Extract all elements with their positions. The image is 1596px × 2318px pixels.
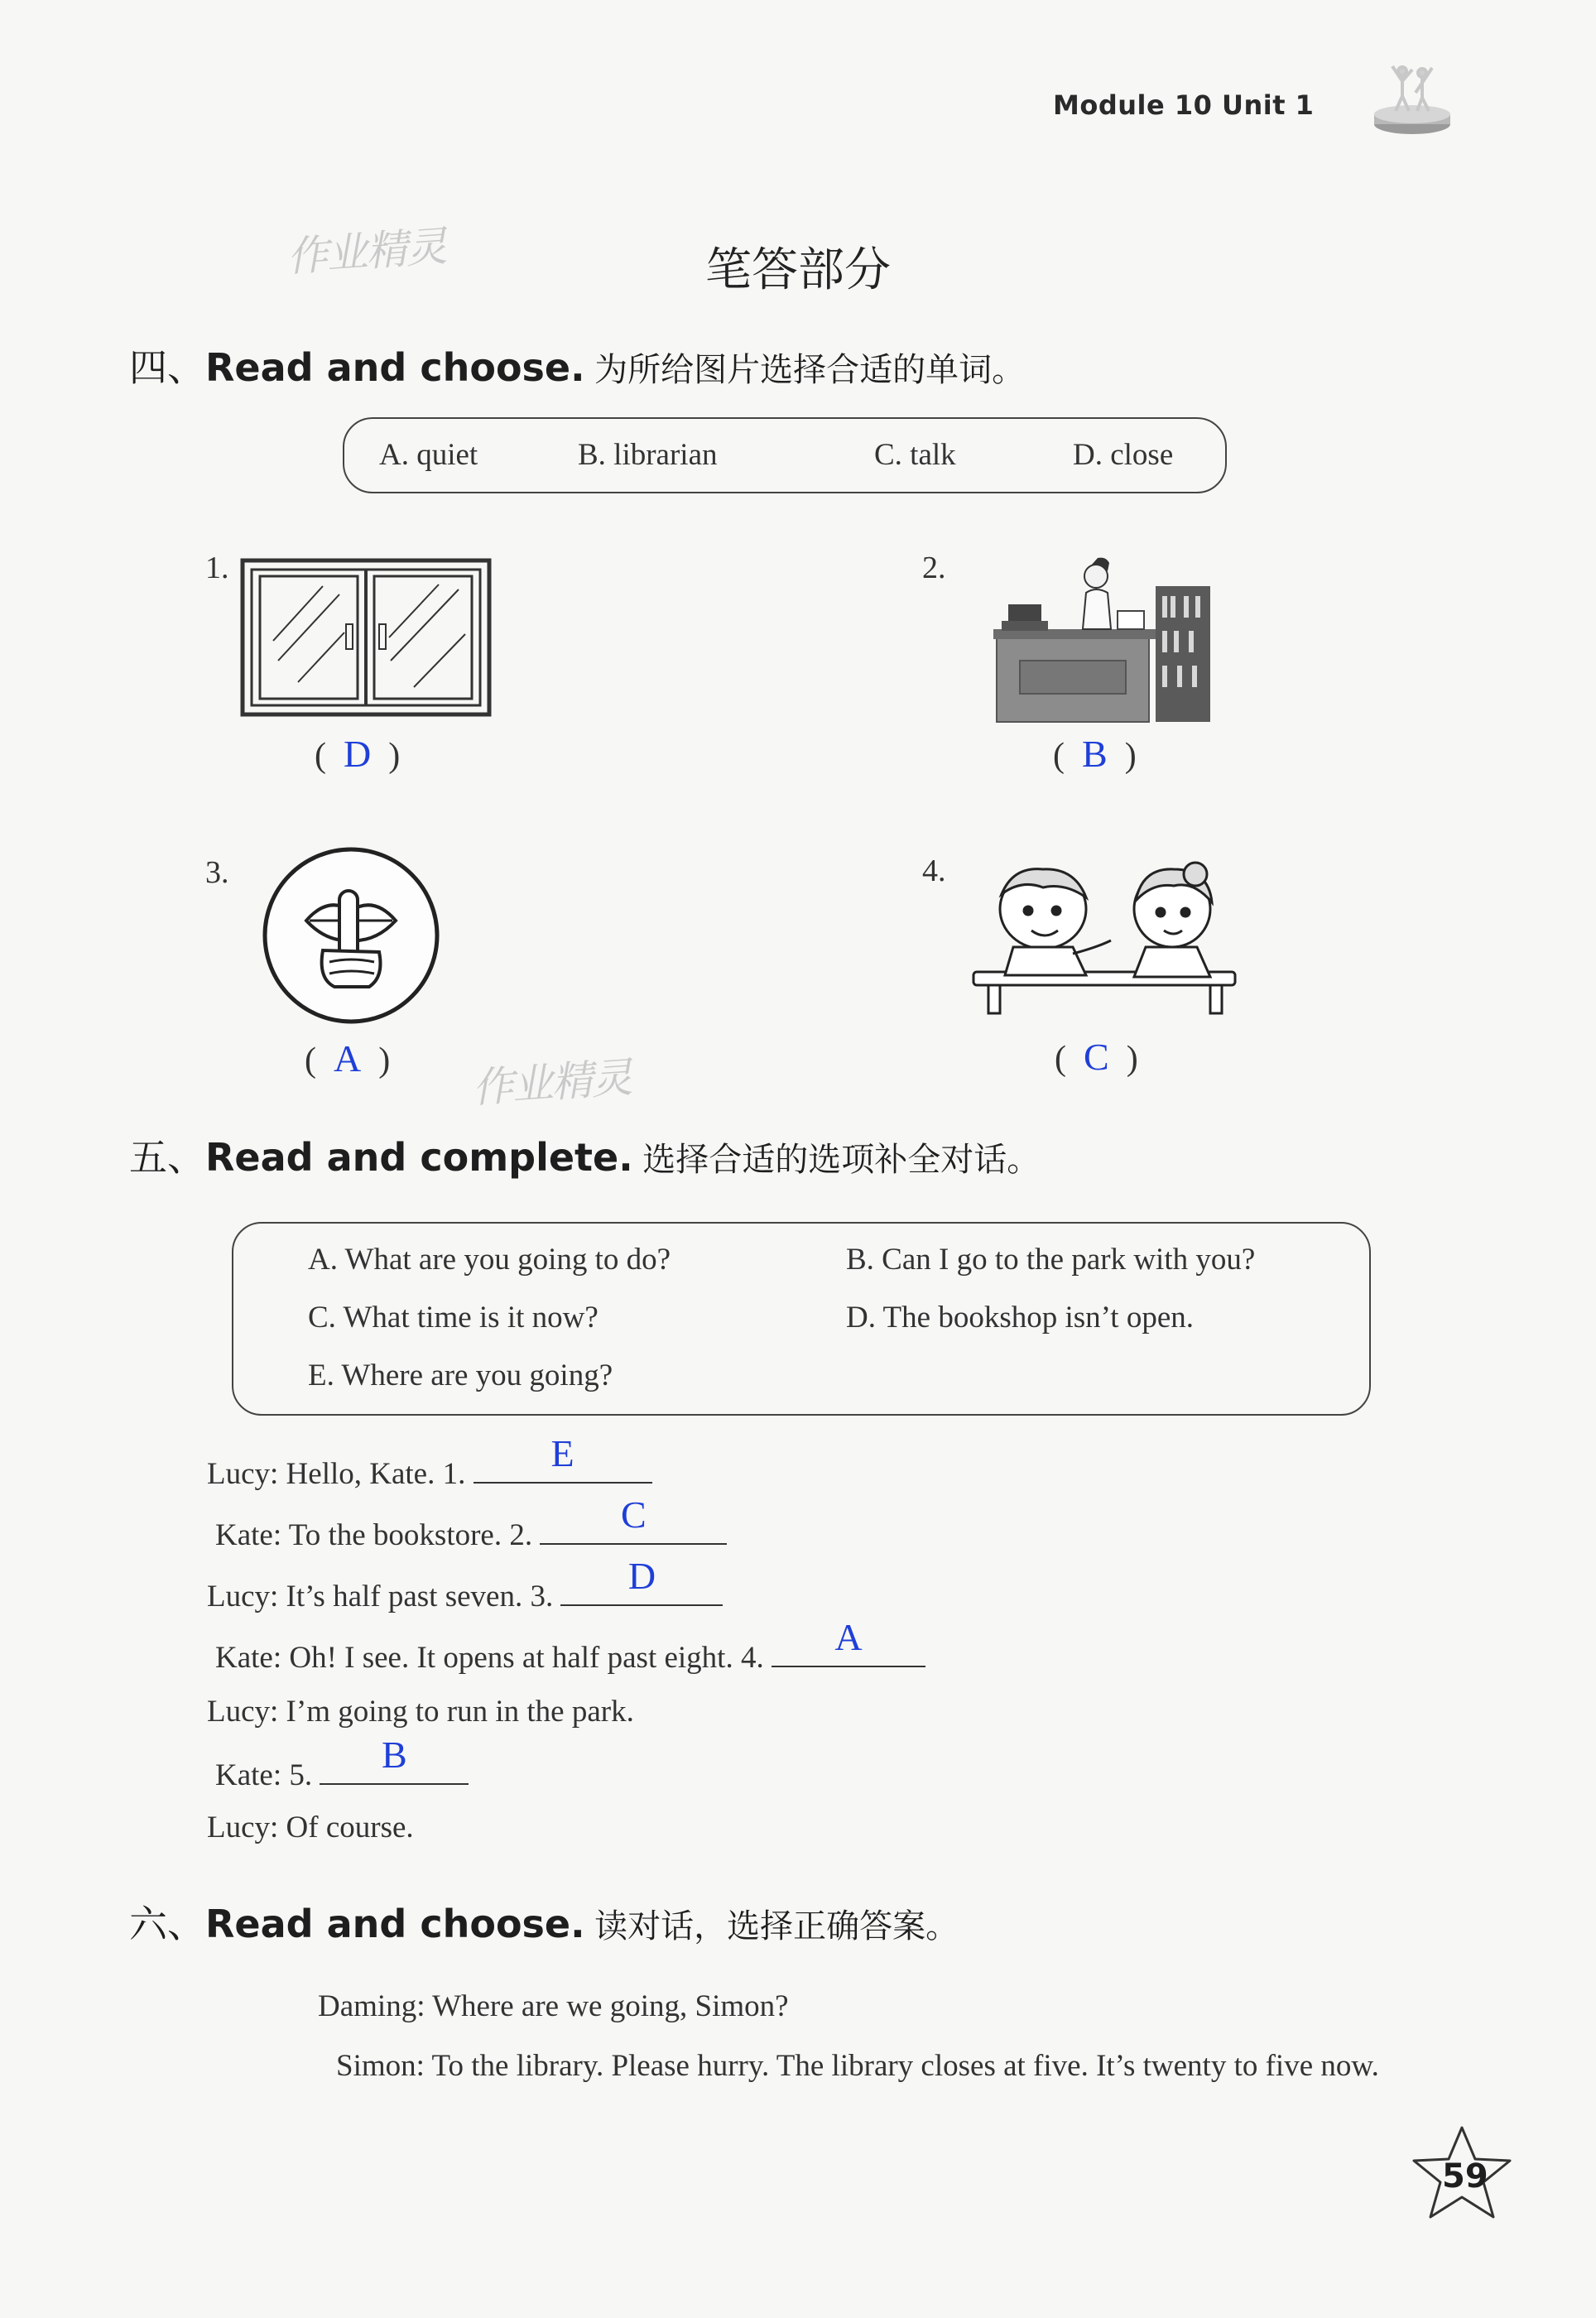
answer-paren-2: ( B ) [1053,733,1137,775]
dialogue-line [207,1810,414,1845]
section-title-zh: 为所给图片选择合适的单词。 [594,351,1026,389]
option-b: B. librarian [578,438,718,472]
item-number: 2. [922,551,946,585]
answer-blank [540,1493,727,1545]
section-title-en: Read and complete. [205,1135,633,1180]
children-talking-icon [965,861,1247,1018]
answer-paren-1: ( D ) [315,733,401,775]
item-number: 4. [922,854,946,888]
answer: D [344,733,372,775]
librarian-desk-icon [993,556,1217,725]
answer-blank [320,1734,469,1785]
page-number: 59 [1442,2157,1488,2195]
dialogue-text: Kate: Oh! I see. It opens at half past eight. 4. [215,1641,764,1675]
dialogue-text: Kate: 5. [215,1758,313,1792]
option-b: B. Can I go to the park with you? [846,1243,1256,1277]
dialogue-line [207,1555,723,1614]
dialogue-line [215,1493,727,1553]
section-title-en: Read and choose. [205,345,585,390]
dancers-logo-icon [1371,60,1454,139]
answer-paren-3: ( A ) [305,1037,391,1080]
reading-line: Simon: To the library. Please hurry. The library closes at five. It’s twenty to five now. [336,2049,1379,2083]
dialogue-text: Lucy: I’m going to run in the park. [207,1695,634,1729]
dialogue-text: Kate: To the bookstore. 2. [215,1518,533,1552]
answer: B [382,1734,407,1776]
section-number: 六、 [129,1902,205,1946]
dialogue-text: Lucy: It’s half past seven. 3. [207,1580,554,1613]
dialogue-line [207,1694,634,1729]
option-d: D. close [1073,438,1174,472]
section-title-zh: 读对话，选择正确答案。 [594,1907,959,1945]
watermark-logo: 作业精灵 [285,222,448,281]
window-icon [240,558,493,719]
dialogue-line [207,1432,652,1492]
word-options-box [343,417,1227,493]
section-5-heading [129,1128,1040,1182]
answer-blank [560,1555,723,1606]
dialogue-line [215,1734,469,1793]
answer: A [834,1616,863,1658]
answer: E [550,1432,574,1474]
dialogue-text: Lucy: Hello, Kate. 1. [207,1457,466,1491]
option-a: A. quiet [379,438,478,472]
section-number: 五、 [129,1135,205,1180]
dialogue-text: Lucy: Of course. [207,1811,414,1844]
quiet-sign-icon [260,844,442,1027]
section-6-heading [129,1894,959,1949]
watermark-logo: 作业精灵 [470,1053,633,1113]
item-number: 3. [205,855,229,890]
reading-line: Daming: Where are we going, Simon? [318,1989,789,2023]
section-number: 四、 [129,345,205,390]
section-title-en: Read and choose. [205,1902,585,1946]
answer: C [621,1493,647,1536]
option-c: C. talk [874,438,956,472]
module-unit-title: Module 10 Unit 1 [1053,89,1315,121]
answer: C [1084,1036,1109,1078]
dialogue-line [215,1616,925,1676]
answer-blank [474,1432,652,1484]
option-a: A. What are you going to do? [308,1243,671,1277]
answer: B [1082,733,1108,775]
page-title: 笔答部分 [705,243,891,297]
answer-paren-4: ( C ) [1055,1036,1138,1078]
section-title-zh: 选择合适的选项补全对话。 [642,1141,1041,1179]
option-e: E. Where are you going? [308,1359,613,1392]
option-d: D. The bookshop isn’t open. [846,1301,1195,1335]
answer-blank [772,1616,925,1667]
answer: A [334,1037,362,1080]
option-c: C. What time is it now? [308,1301,598,1335]
item-number: 1. [205,551,229,585]
answer: D [627,1555,656,1597]
sentence-options-box [232,1222,1371,1416]
section-4-heading [129,338,1025,392]
